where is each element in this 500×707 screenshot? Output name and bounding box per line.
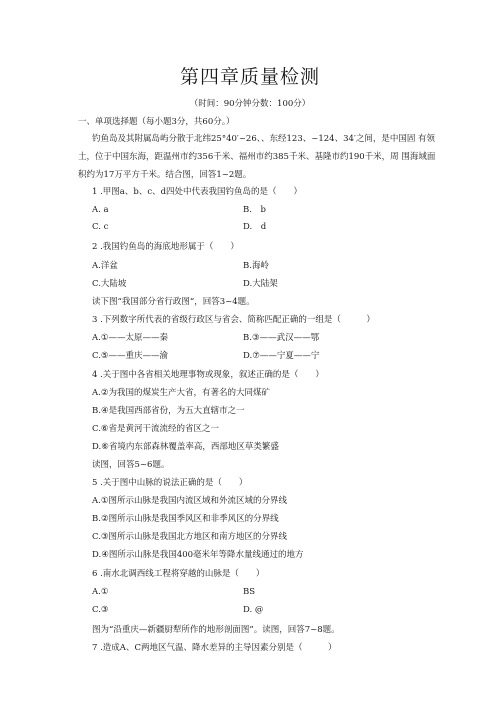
q3-option-c: C.⑤——重庆——渝 xyxy=(92,351,169,361)
q5-option-a: A.①图所示山脉是我国内流区域和外流区域的分界线 xyxy=(92,496,287,506)
q2-option-a: A.洋盆 xyxy=(92,261,118,271)
page-title: 第四章质量检测 xyxy=(179,66,320,88)
question-4: 4 .关于图中各省相关地理事物或现象，叙述正确的是（ ） xyxy=(92,370,324,380)
q3-option-b: B.③——武汉——鄂 xyxy=(243,333,320,343)
q1-option-a: A. a xyxy=(92,205,109,215)
question-5: 5 .关于图中山脉的说法正确的是（ ） xyxy=(92,478,248,488)
section-heading: 一、单项选择题（每小题3分，共60分。） xyxy=(78,117,235,127)
read-instruction-1: 读下图“我国部分省行政图“，回答3~4题。 xyxy=(92,297,255,307)
question-1: 1 .甲图a、b、c、d四处中代表我国钓鱼岛的是（ ） xyxy=(92,187,303,197)
q6-option-b: BS xyxy=(243,587,256,597)
q2-option-b: B.海岭 xyxy=(243,261,269,271)
question-6: 6 .南水北调西线工程将穿越的山脉是（ ） xyxy=(92,569,265,579)
intro-line-2: 土，位于中国东海，距温州市约356千米、福州市约385千米、基隆市约190千米，周 围海域面 xyxy=(78,152,436,162)
read-instruction-3: 图为“沿重庆—新疆厨犁所作的地形剖面图”。读图，回答7~8题。 xyxy=(92,625,340,635)
q4-option-d: D.⑥省境内东部森林覆盖率高，西部地区草类繁盛 xyxy=(92,442,279,452)
question-3: 3 .下列数字所代表的省级行政区与省会、简称匹配正确的一组是（ ） xyxy=(92,315,375,325)
q3-option-d: D.⑦——宁夏——宁 xyxy=(243,351,320,361)
q1-option-c: C. c xyxy=(92,222,109,232)
q6-option-a: A.① xyxy=(92,587,109,597)
q2-option-d: D.大陆架 xyxy=(243,279,278,289)
read-instruction-2: 读图，回答5~6题。 xyxy=(92,460,170,470)
q2-option-c: C.大陆坡 xyxy=(92,279,127,289)
question-7: 7 .造成A、C两地区气温、降水差异的主导因素分别是（ ） xyxy=(92,643,337,653)
q6-option-d: D. @ xyxy=(243,605,264,615)
q1-option-b: B. b xyxy=(243,205,266,215)
time-score-note: （时间：90分钟分数：100分） xyxy=(189,99,311,109)
q3-option-a: A.①——太原——秦 xyxy=(92,333,168,343)
q1-option-d: D. d xyxy=(243,222,267,232)
q4-option-a: A.②为我国的煤炭生产大省，有著名的大同煤矿 xyxy=(92,388,270,398)
intro-line-1: 钓鱼岛及其附属岛屿分散于北纬25°40′~26、、东经123、~124、34′之间，是中国固 有领 xyxy=(92,134,436,144)
q5-option-b: B.②图所示山脉是我国季风区和非季风区的分界线 xyxy=(92,514,279,524)
q5-option-d: D.④图所示山脉是我国400毫米年等降水量线通过的地方 xyxy=(92,550,304,560)
q5-option-c: C.③图所示山脉是我国北方地区和南方地区的分界线 xyxy=(92,532,288,542)
question-2: 2 .我国钓鱼岛的海底地形属于（ ） xyxy=(92,242,239,252)
intro-line-3: 积约为17万平方千米。结合图，回答1~2题。 xyxy=(78,170,252,180)
q6-option-c: C.③ xyxy=(92,605,109,615)
q4-option-b: B.④是我国西部省份，为五大直辖市之一 xyxy=(92,406,245,416)
q4-option-c: C.⑥省是黄河干流流经的省区之一 xyxy=(92,424,220,434)
